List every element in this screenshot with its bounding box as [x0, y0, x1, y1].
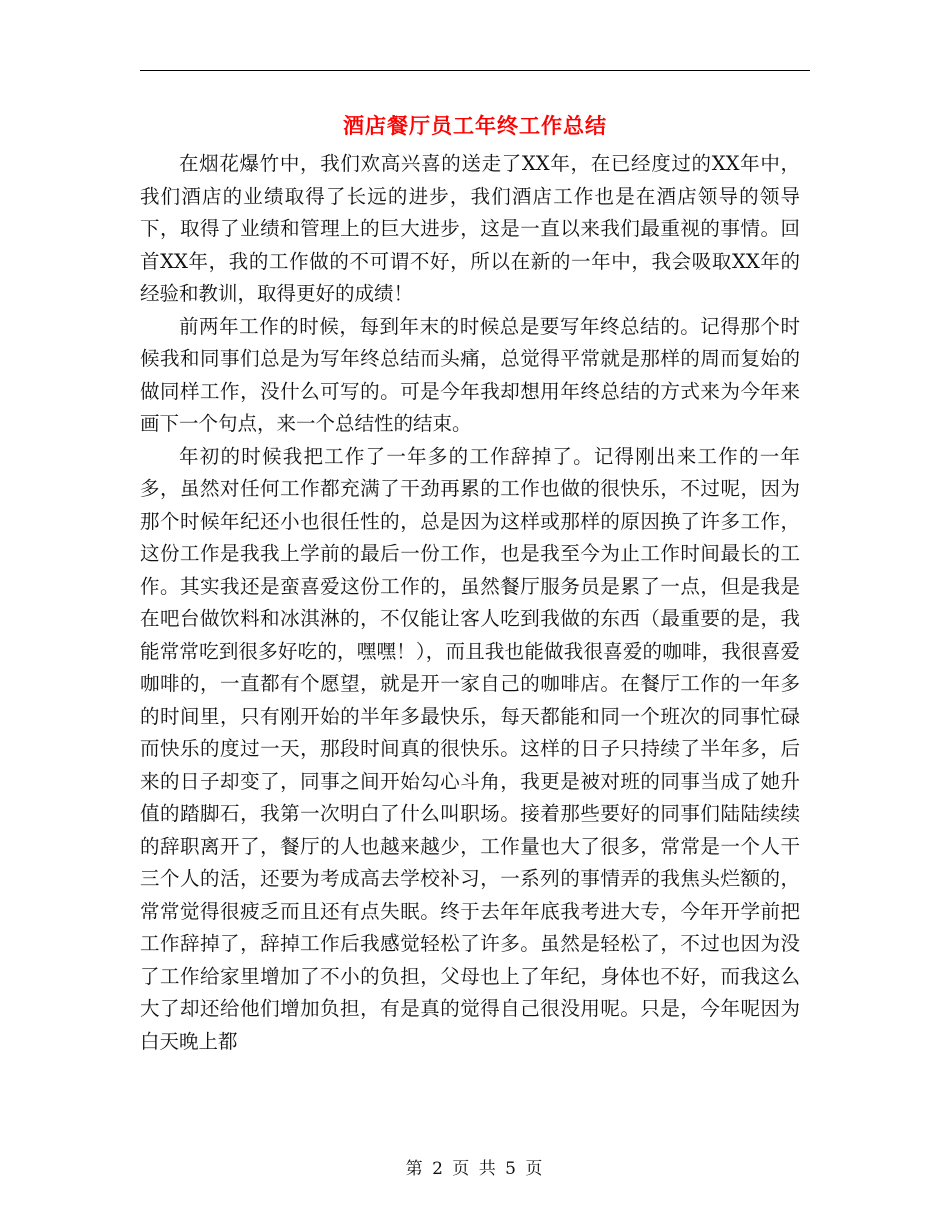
paragraph-1: 在烟花爆竹中，我们欢高兴喜的送走了XX年，在已经度过的XX年中，我们酒店的业绩取得了长远的进步，我们酒店工作也是在酒店领导的领导下，取得了业绩和管理上的巨大进步，这是一直以来我们最重视的事情。回首XX年，我的工作做的不可谓不好，所以在新的一年中，我会吸取XX年的经验和教训，取得更好的成绩！: [140, 152, 800, 305]
page-number-footer: 第 2 页 共 5 页: [405, 1159, 545, 1179]
paragraph-2: 前两年工作的时候，每到年末的时候总是要写年终总结的。记得那个时候我和同事们总是为写年终总结而头痛，总觉得平常就是那样的周而复始的做同样工作，没什么可写的。可是今年我却想用年终总结的方式来为今年来画下一个句点，来一个总结性的结束。: [140, 314, 800, 435]
document-title: 酒店餐厅员工年终工作总结: [343, 113, 607, 138]
document-body: [140, 148, 800, 1058]
header-rule: [140, 70, 810, 71]
paragraph-3: 年初的时候我把工作了一年多的工作辞掉了。记得刚出来工作的一年多，虽然对任何工作都充满了干劲再累的工作也做的很快乐，不过呢，因为那个时候年纪还小也很任性的，总是因为这样或那样的原因换了许多工作，这份工作是我我上学前的最后一份工作，也是我至今为止工作时间最长的工作。其实我还是蛮喜爱这份工作的，虽然餐厅服务员是累了一点，但是我是在吧台做饮料和冰淇淋的，不仅能让客人吃到我做的东西（最重要的是，我能常常吃到很多好吃的，嘿嘿！），而且我也能做我很喜爱的咖啡，我很喜爱咖啡的，一直都有个愿望，就是开一家自己的咖啡店。在餐厅工作的一年多的时间里，只有刚开始的半年多最快乐，每天都能和同一个班次的同事忙碌而快乐的度过一天，那段时间真的很快乐。这样的日子只持续了半年多，后来的日子却变了，同事之间开始勾心斗角，我更是被对班的同事当成了她升值的踏脚石，我第一次明白了什么叫职场。接着那些要好的同事们陆陆续续的辞职离开了，餐厅的人也越来越少，工作量也大了很多，常常是一个人干三个人的活，还要为考成高去学校补习，一系列的事情弄的我焦头烂额的，常常觉得很疲乏而且还有点失眠。终于去年年底我考进大专，今年开学前把工作辞掉了，辞掉工作后我感觉轻松了许多。虽然是轻松了，不过也因为没了工作给家里增加了不小的负担，父母也上了年纪，身体也不好，而我这么大了却还给他们增加负担，有是真的觉得自己很没用呢。只是，今年呢因为白天晚上都: [140, 444, 800, 1053]
